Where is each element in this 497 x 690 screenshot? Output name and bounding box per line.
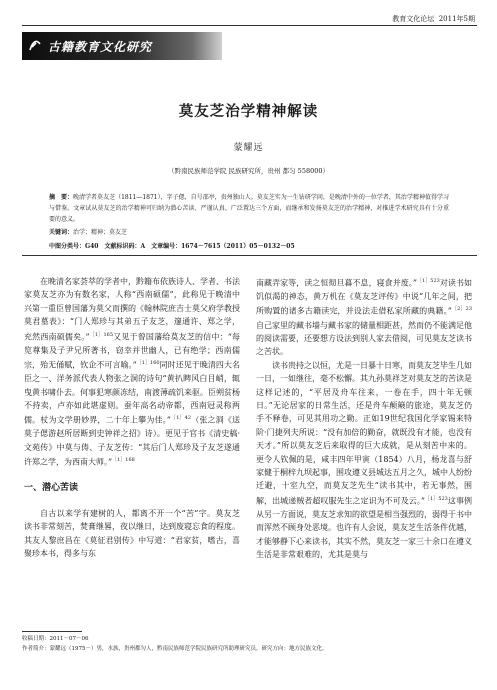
journal-issue: 2011年5期 [438, 15, 475, 23]
paragraph-text: 读书贵持之以恒，尤是一日暴十日寒，而莫友芝毕生几如一日，一如继往，毫不松懈。其九孙莫祥芝对莫友芝的苦读是这样记述的，“平居及舟车往来，一卷在手，四十年无顿日。”无论居家的日常生活，还是舟车颠簸的旅途，莫友芝仍手不释卷，可见其用功之勤。正如19世纪我国化学家锡来特阶·门捷列夫所说：“没有加倍的勤奋，就既没有才能，也没有天才。”所以莫友芝后来取得的巨大成就，是从刻苦中来的。更令人钦佩的是，咸丰四年甲寅（1854）八月，杨龙喜与舒家健于桐梓九坝起事，围攻遵义县城达五月之久，城中人纷纷迁避，十室九空，而莫友芝先生“读书其中，若无事然，围解，出城递贼者超叹服先生之定识为不可及云。” [256, 360, 472, 506]
footnote-divider [22, 631, 82, 632]
keywords [49, 227, 449, 236]
paragraph-text: 南藏弄家等，读之恒彻旦暮不息，寝食并废。” [256, 278, 417, 288]
left-column [24, 275, 240, 560]
paragraph [256, 359, 472, 562]
header-divider [22, 25, 477, 26]
flourish-icon [28, 38, 42, 52]
citation: ［1］168 [112, 457, 135, 464]
keywords-label: 关键词： [49, 229, 74, 236]
paragraph-text: （张之洞《送莫子偲游赵所居断到史钟祥之招》诗）。更见于官书《清史稿·文苑传》中莫与俦、子友芝传：“其后门人郑珍及子友芝遂通许郑之学，为西南大师。” [24, 416, 240, 467]
paragraph [24, 275, 240, 469]
abstract [49, 192, 449, 225]
paragraph-text: 又见于曾国藩给莫友芝的信中：“每览尊集及子尹兄所著书，窃幸并世幽人，已有绝学；西南儒宗，殆无俑赋，钦企不可言喻。” [24, 332, 240, 370]
section-heading: 一、潜心苦读 [24, 483, 79, 494]
abstract-divider [22, 255, 477, 256]
paper-title: 莫友芝治学精神解读 [178, 103, 319, 120]
banner-label: 古籍教育文化研究 [48, 40, 153, 54]
classification-line: 中图分类号：G40 文献标识码：A 文章编号：1674－7615（2011）05－0132－05 [49, 243, 295, 250]
paragraph-text: 在晚清名家荟萃的学者中，黔籍布依族诗人、学者、书法家莫友芝亦为有数名家，人称“西南硕儒”，此称见于晚清中兴第一重臣曾国藩为莫父而撰的《翰林院庶吉士莫父府学教授莫君墓表》：“门人郑珍与其弟五子友芝，邃通许、郑之学，充然西南硕儒矣。” [24, 277, 240, 342]
paragraph [256, 275, 472, 359]
paragraph-text: 自己家里的藏书墙与藏书家的储量相距甚，然而仍不能满足他的阅读需要，还要想方设法到别人家去借阅，可见莫友芝读书之苦状。 [256, 320, 472, 357]
citation: ［1］523 [416, 278, 440, 284]
paragraph: 自古以来学有建树的人，都离不开一个“苦”字。莫友芝读书非常刻苦，焚膏继晷，夜以继日，达到废寝忘食的程度。其友人黎庶昌在《莫征君别传》中写道：“君家贫，嗜古，喜聚珍本书，得多与东 [24, 508, 240, 558]
citation: ［1］165 [89, 331, 113, 338]
right-column [256, 275, 472, 562]
citation: ［1］523 [424, 495, 448, 502]
paragraph-text: 对读书如饥似渴的神态，黄万机在《莫友芝评传》中说“几年之间，把所购置的诸多古籍读完，并设法走借私家所藏的典籍。” [256, 278, 473, 317]
abstract-text: 晚清学者莫友芝（1811—1871），字子偲，自号邵亭，贵州独山人。莫友芝实为一生钻研学问，是晚清中外的一位学者，其治学精神值得学习与借鉴。文章试从莫友芝的治学精神可归纳为潜心苦读、严谨认真、广泛置达三个方面，而继承和发扬莫友芝的治学精神，对推进学术研究具有十分重要的意义。 [49, 194, 449, 223]
paragraph-text: 同时还见于晚清四大名臣之一、洋务派代表人物张之洞的诗句“黄扒睥风白目峭，辄曳黄书啸仆去。何事犯寒颜冻结，南渡薄疏饥来驱。臣朔贫杨不持卖，卢亦如此堪虚则。蚕年高名动帝都，西南冠灵称两儒。杖为文学册妙界，二十年上攀为佳。” [24, 360, 241, 426]
paragraph-text: 这事例从另一方面说，莫友芝求知的欲望是相当强烈的，弱得于书中而浑然不顾身处恶境。也许有人会说，莫友芝生活条件优越，才能够静下心来读书，其实不然，莫友芝一家三十余口在遵义生活是非常艰难的，尤其是莫与 [256, 496, 473, 560]
journal-name: 教育文化论坛 [392, 15, 435, 23]
paper-affiliation: （黔南民族师范学院 民族研究所，贵州 都匀 558000） [167, 167, 329, 175]
citation: ［1］160 [136, 360, 160, 367]
citation: ［1］42 [170, 415, 192, 422]
section-banner [22, 32, 222, 60]
keywords-text: 治学；精神；莫友芝 [73, 229, 128, 236]
footnote-author: 作者简介：蒙耀远（1975－）男，水族，贵州都匀人，黔南民族师范学院民族研究所助理研究员，研究方向：地方民族文化。 [22, 646, 328, 652]
journal-header [392, 14, 475, 24]
footnote-received: 收稿日期：2011－07－06 [22, 636, 89, 642]
citation: ［2］23 [451, 306, 472, 313]
paper-author: 蒙耀远 [233, 143, 264, 153]
abstract-label: 摘 要： [49, 194, 74, 201]
